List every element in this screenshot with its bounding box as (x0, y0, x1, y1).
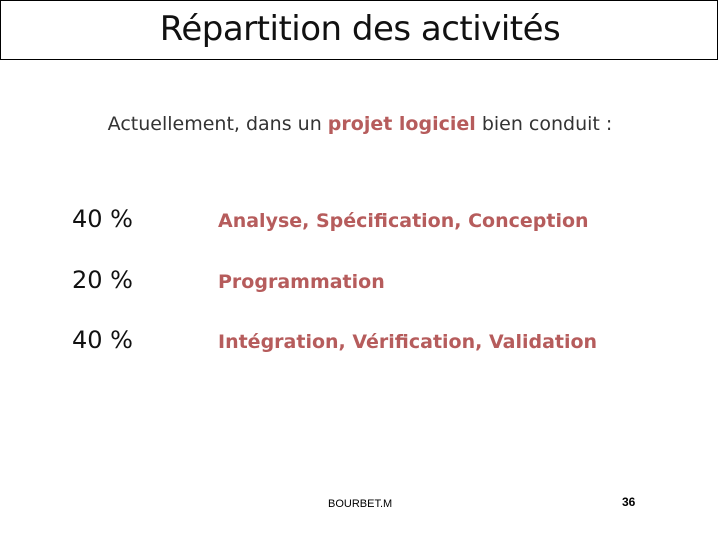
activity-label: Programmation (218, 271, 385, 293)
activity-percent: 20 % (72, 266, 133, 294)
intro-sentence (0, 110, 720, 138)
activity-label: Intégration, Vérification, Validation (218, 331, 598, 353)
intro-text-before: Actuellement, dans un (107, 113, 328, 135)
intro-text-after: bien conduit : (475, 113, 613, 135)
activity-percent: 40 % (72, 205, 133, 233)
activity-row-analysis (0, 202, 720, 238)
footer-author: BOURBET.M (328, 498, 393, 510)
page-number: 36 (622, 495, 636, 509)
activity-label: Analyse, Spécification, Conception (218, 210, 589, 232)
intro-emphasis: projet logiciel (327, 113, 476, 135)
activity-percent: 40 % (72, 326, 133, 354)
slide-title: Répartition des activités (159, 9, 561, 49)
activity-row-integration (0, 323, 720, 359)
slide-title-box (0, 0, 718, 60)
activity-row-programming (0, 263, 720, 299)
